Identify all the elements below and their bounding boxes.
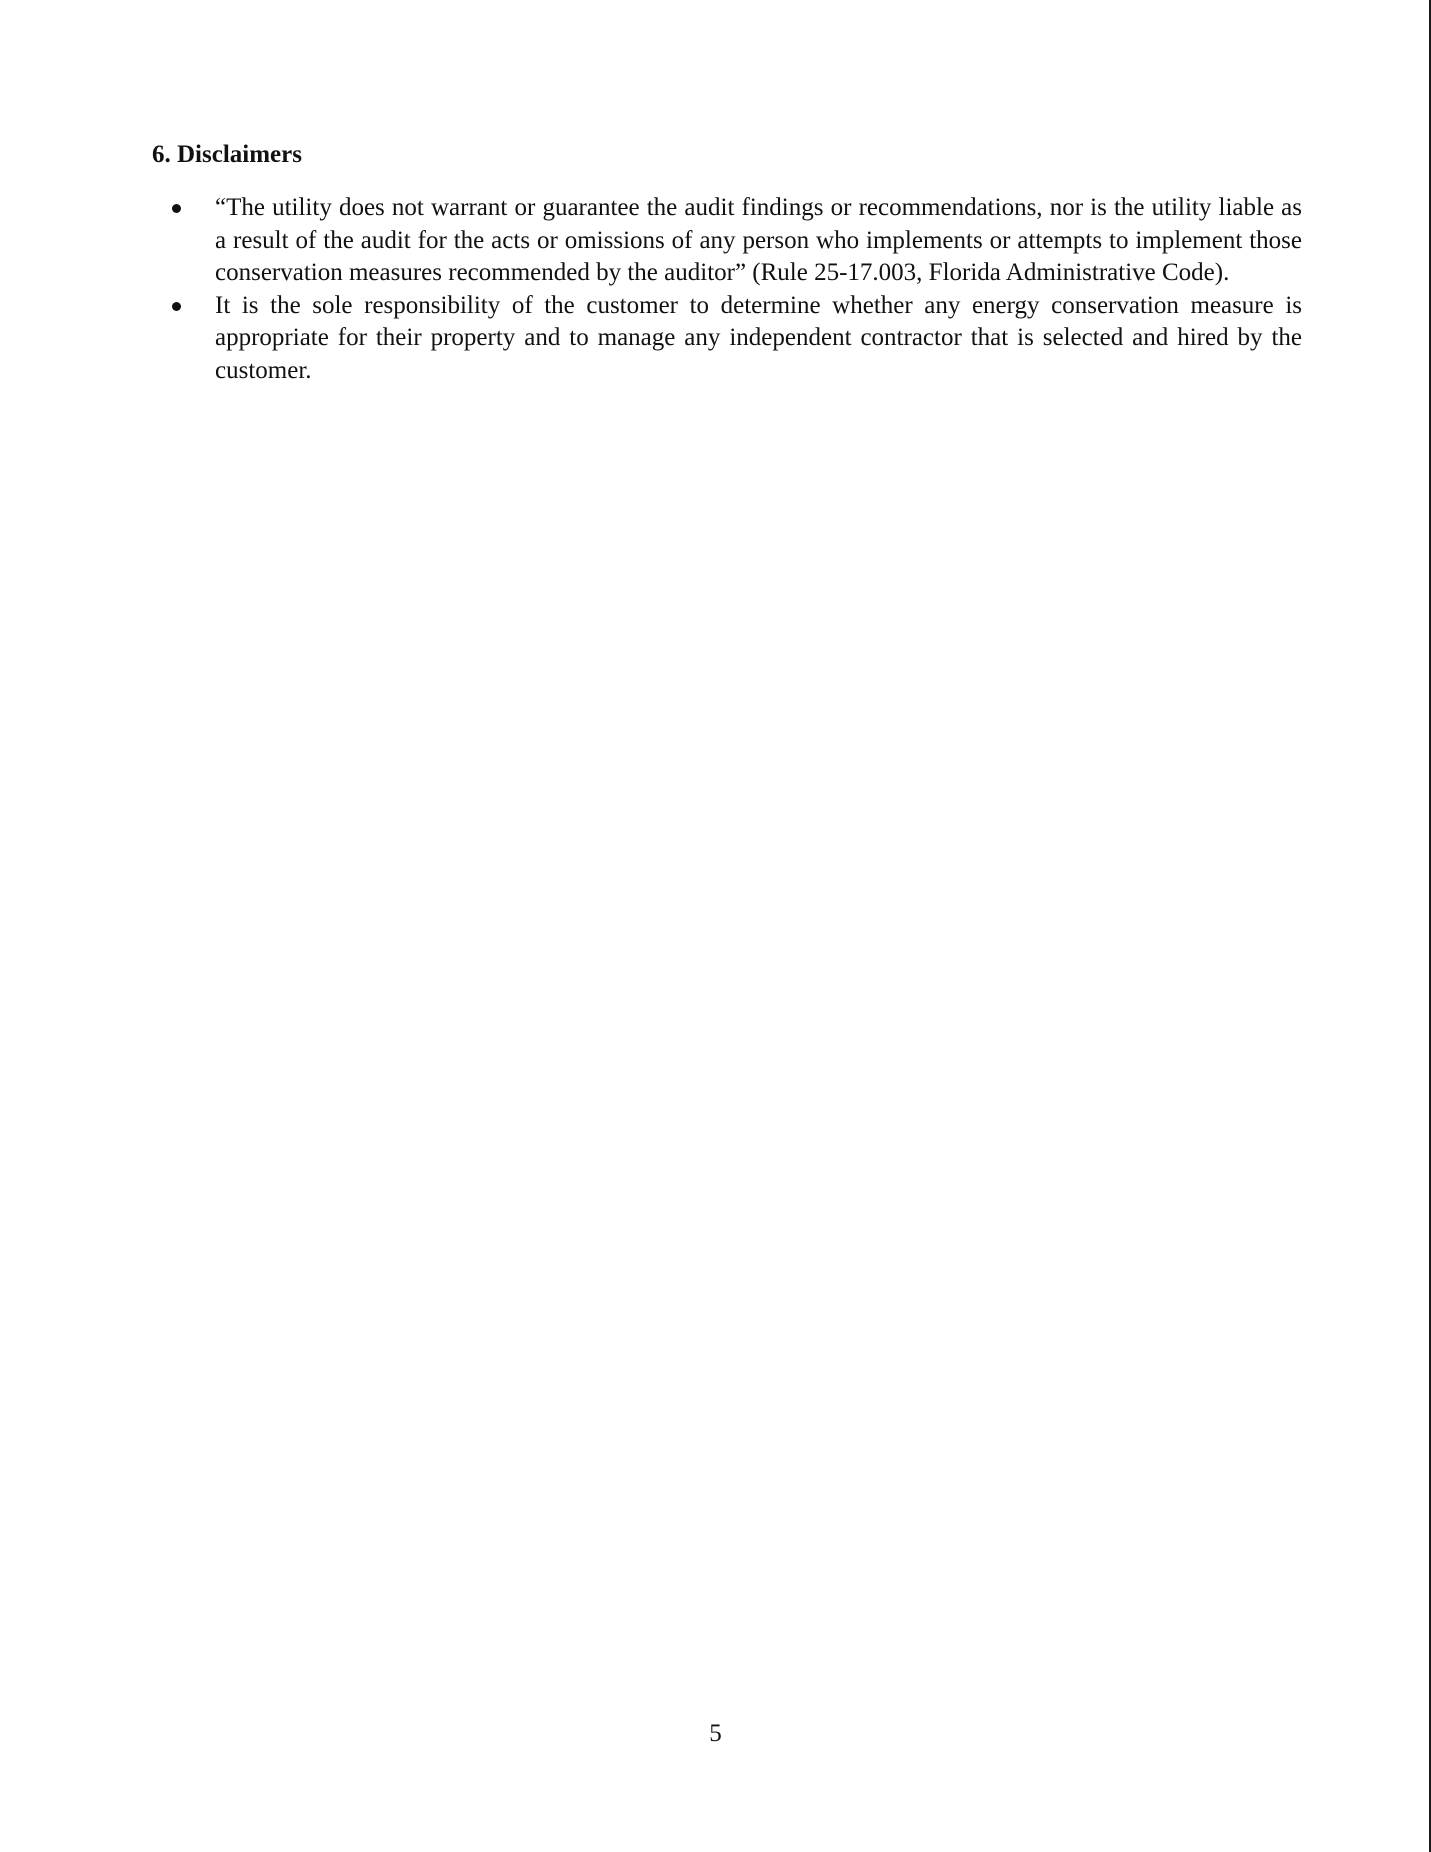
disclaimer-text: It is the sole responsibility of the customer to determine whether any energy conservation measure is appropriate for their property and to manage any independent contractor that is selected and hired by the customer. [215,291,1302,384]
page-number: 5 [709,1720,722,1747]
disclaimer-list [152,192,1302,387]
disclaimer-item-customer-responsibility [152,290,1302,388]
document-body [152,138,1302,387]
section-heading: 6. Disclaimers [152,141,302,168]
disclaimer-text: “The utility does not warrant or guarantee the audit findings or recommendations, nor is the utility liable as a result of the audit for the acts or omissions of any person who implements or attempts to implement those conservation measures recommended by the auditor” (Rule 25-17.003, Florida Administrative Code). [215,194,1302,286]
disclaimer-item-audit-warranty [152,192,1302,290]
bullet-icon [172,302,181,311]
bullet-icon [172,204,181,213]
